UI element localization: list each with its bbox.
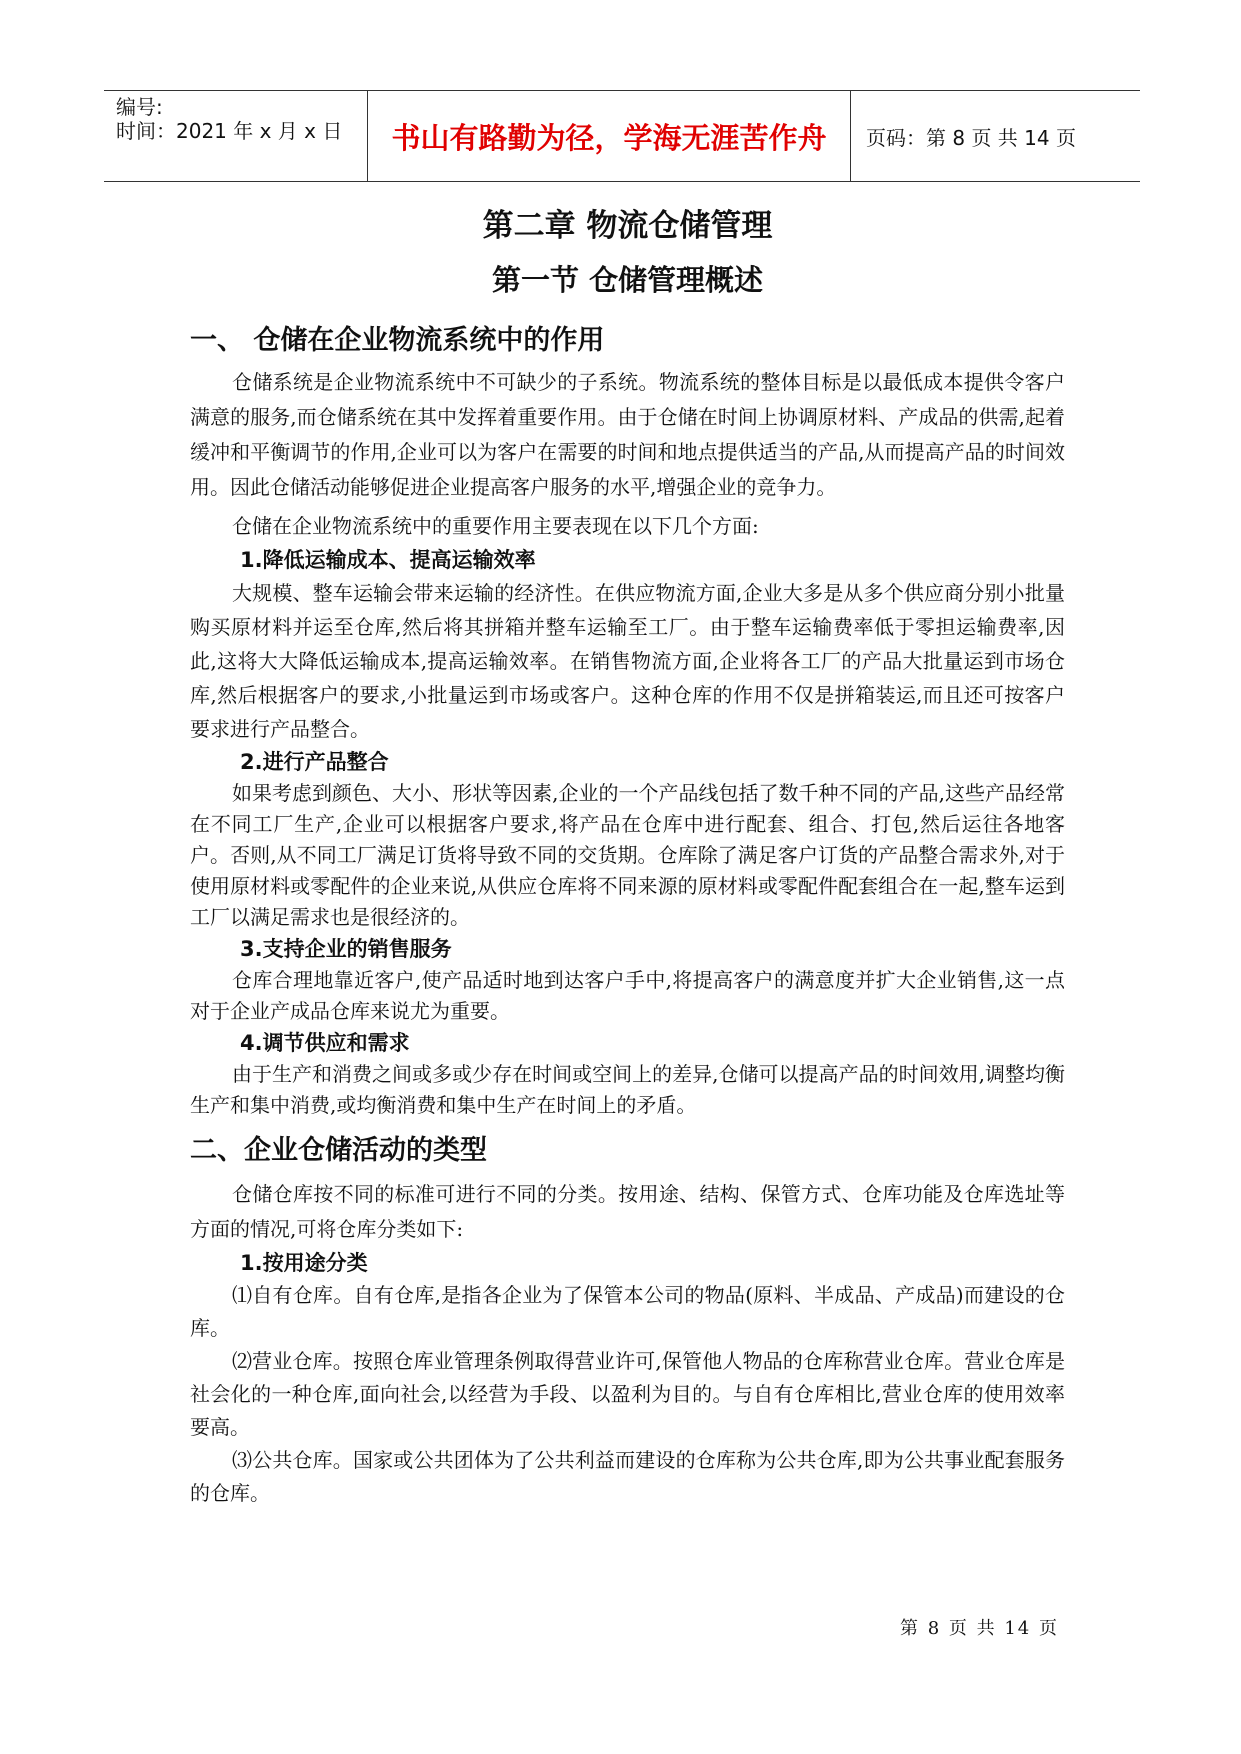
paragraph: 仓储系统是企业物流系统中不可缺少的子系统。物流系统的整体目标是以最低成本提供令客户满意的服务,而仓储系统在其中发挥着重要作用。由于仓储在时间上协调原材料、产成品的供需,起着缓冲和平衡调节的作用,企业可以为客户在需要的时间和地点提供适当的产品,从而提高产品的时间效用。因此仓储活动能够促进企业提高客户服务的水平,增强企业的竞争力。 <box>190 370 1065 499</box>
header-meta <box>104 91 368 181</box>
paragraph: 仓库合理地靠近客户,使产品适时地到达客户手中,将提高客户的满意度并扩大企业销售,这一点对于企业产成品仓库来说尤为重要。 <box>190 968 1065 1023</box>
subheading: 4.调节供应和需求 <box>240 1031 410 1055</box>
list-item: ⑴自有仓库。自有仓库,是指各企业为了保管本公司的物品(原料、半成品、产成品)而建设的仓库。 <box>190 1283 1065 1340</box>
paragraph: 仓储在企业物流系统中的重要作用主要表现在以下几个方面: <box>232 514 759 538</box>
header-page-info: 页码：第 8 页 共 14 页 <box>866 125 1076 150</box>
subheading: 3.支持企业的销售服务 <box>240 937 452 961</box>
subheading: 1.降低运输成本、提高运输效率 <box>240 548 536 572</box>
chapter-title: 第二章 物流仓储管理 <box>482 208 773 244</box>
paragraph: 仓储仓库按不同的标准可进行不同的分类。按用途、结构、保管方式、仓库功能及仓库选址等方面的情况,可将仓库分类如下: <box>190 1182 1065 1241</box>
paragraph: 如果考虑到颜色、大小、形状等因素,企业的一个产品线包括了数千种不同的产品,这些产品经常在不同工厂生产,企业可以根据客户要求,将产品在仓库中进行配套、组合、打包,然后运往各地客户。否则,从不同工厂满足订货将导致不同的交货期。仓库除了满足客户订货的产品整合需求外,对于使用原材料或零配件的企业来说,从供应仓库将不同来源的原材料或零配件配套组合在一起,整车运到工厂以满足需求也是很经济的。 <box>190 781 1065 929</box>
list-item: ⑵营业仓库。按照仓库业管理条例取得营业许可,保管他人物品的仓库称营业仓库。营业仓库是社会化的一种仓库,面向社会,以经营为手段、以盈利为目的。与自有仓库相比,营业仓库的使用效率要高。 <box>190 1349 1065 1439</box>
paragraph: 大规模、整车运输会带来运输的经济性。在供应物流方面,企业大多是从多个供应商分别小批量购买原材料并运至仓库,然后将其拼箱并整车运输至工厂。由于整车运输费率低于零担运输费率,因此,这将大大降低运输成本,提高运输效率。在销售物流方面,企业将各工厂的产品大批量运到市场仓库,然后根据客户的要求,小批量运到市场或客户。这种仓库的作用不仅是拼箱装运,而且还可按客户要求进行产品整合。 <box>190 581 1065 741</box>
section-title: 第一节 仓储管理概述 <box>491 263 764 297</box>
paragraph: 由于生产和消费之间或多或少存在时间或空间上的差异,仓储可以提高产品的时间效用,调整均衡生产和集中消费,或均衡消费和集中生产在时间上的矛盾。 <box>190 1062 1065 1117</box>
subheading: 2.进行产品整合 <box>240 750 389 774</box>
document-time: 时间：2021 年 x 月 x 日 <box>116 119 343 143</box>
heading-2: 二、企业仓储活动的类型 <box>190 1135 487 1166</box>
subheading: 1.按用途分类 <box>240 1251 368 1275</box>
page-header <box>104 90 1140 182</box>
heading-1: 一、 仓储在企业物流系统中的作用 <box>190 325 605 356</box>
header-motto: 书山有路勤为径，学海无涯苦作舟 <box>368 91 851 181</box>
document-body <box>190 195 1065 1510</box>
page-footer: 第 8 页 共 14 页 <box>900 1618 1059 1639</box>
list-item: ⑶公共仓库。国家或公共团体为了公共利益而建设的仓库称为公共仓库,即为公共事业配套服务的仓库。 <box>190 1448 1065 1505</box>
document-number-label: 编号: <box>116 95 163 119</box>
